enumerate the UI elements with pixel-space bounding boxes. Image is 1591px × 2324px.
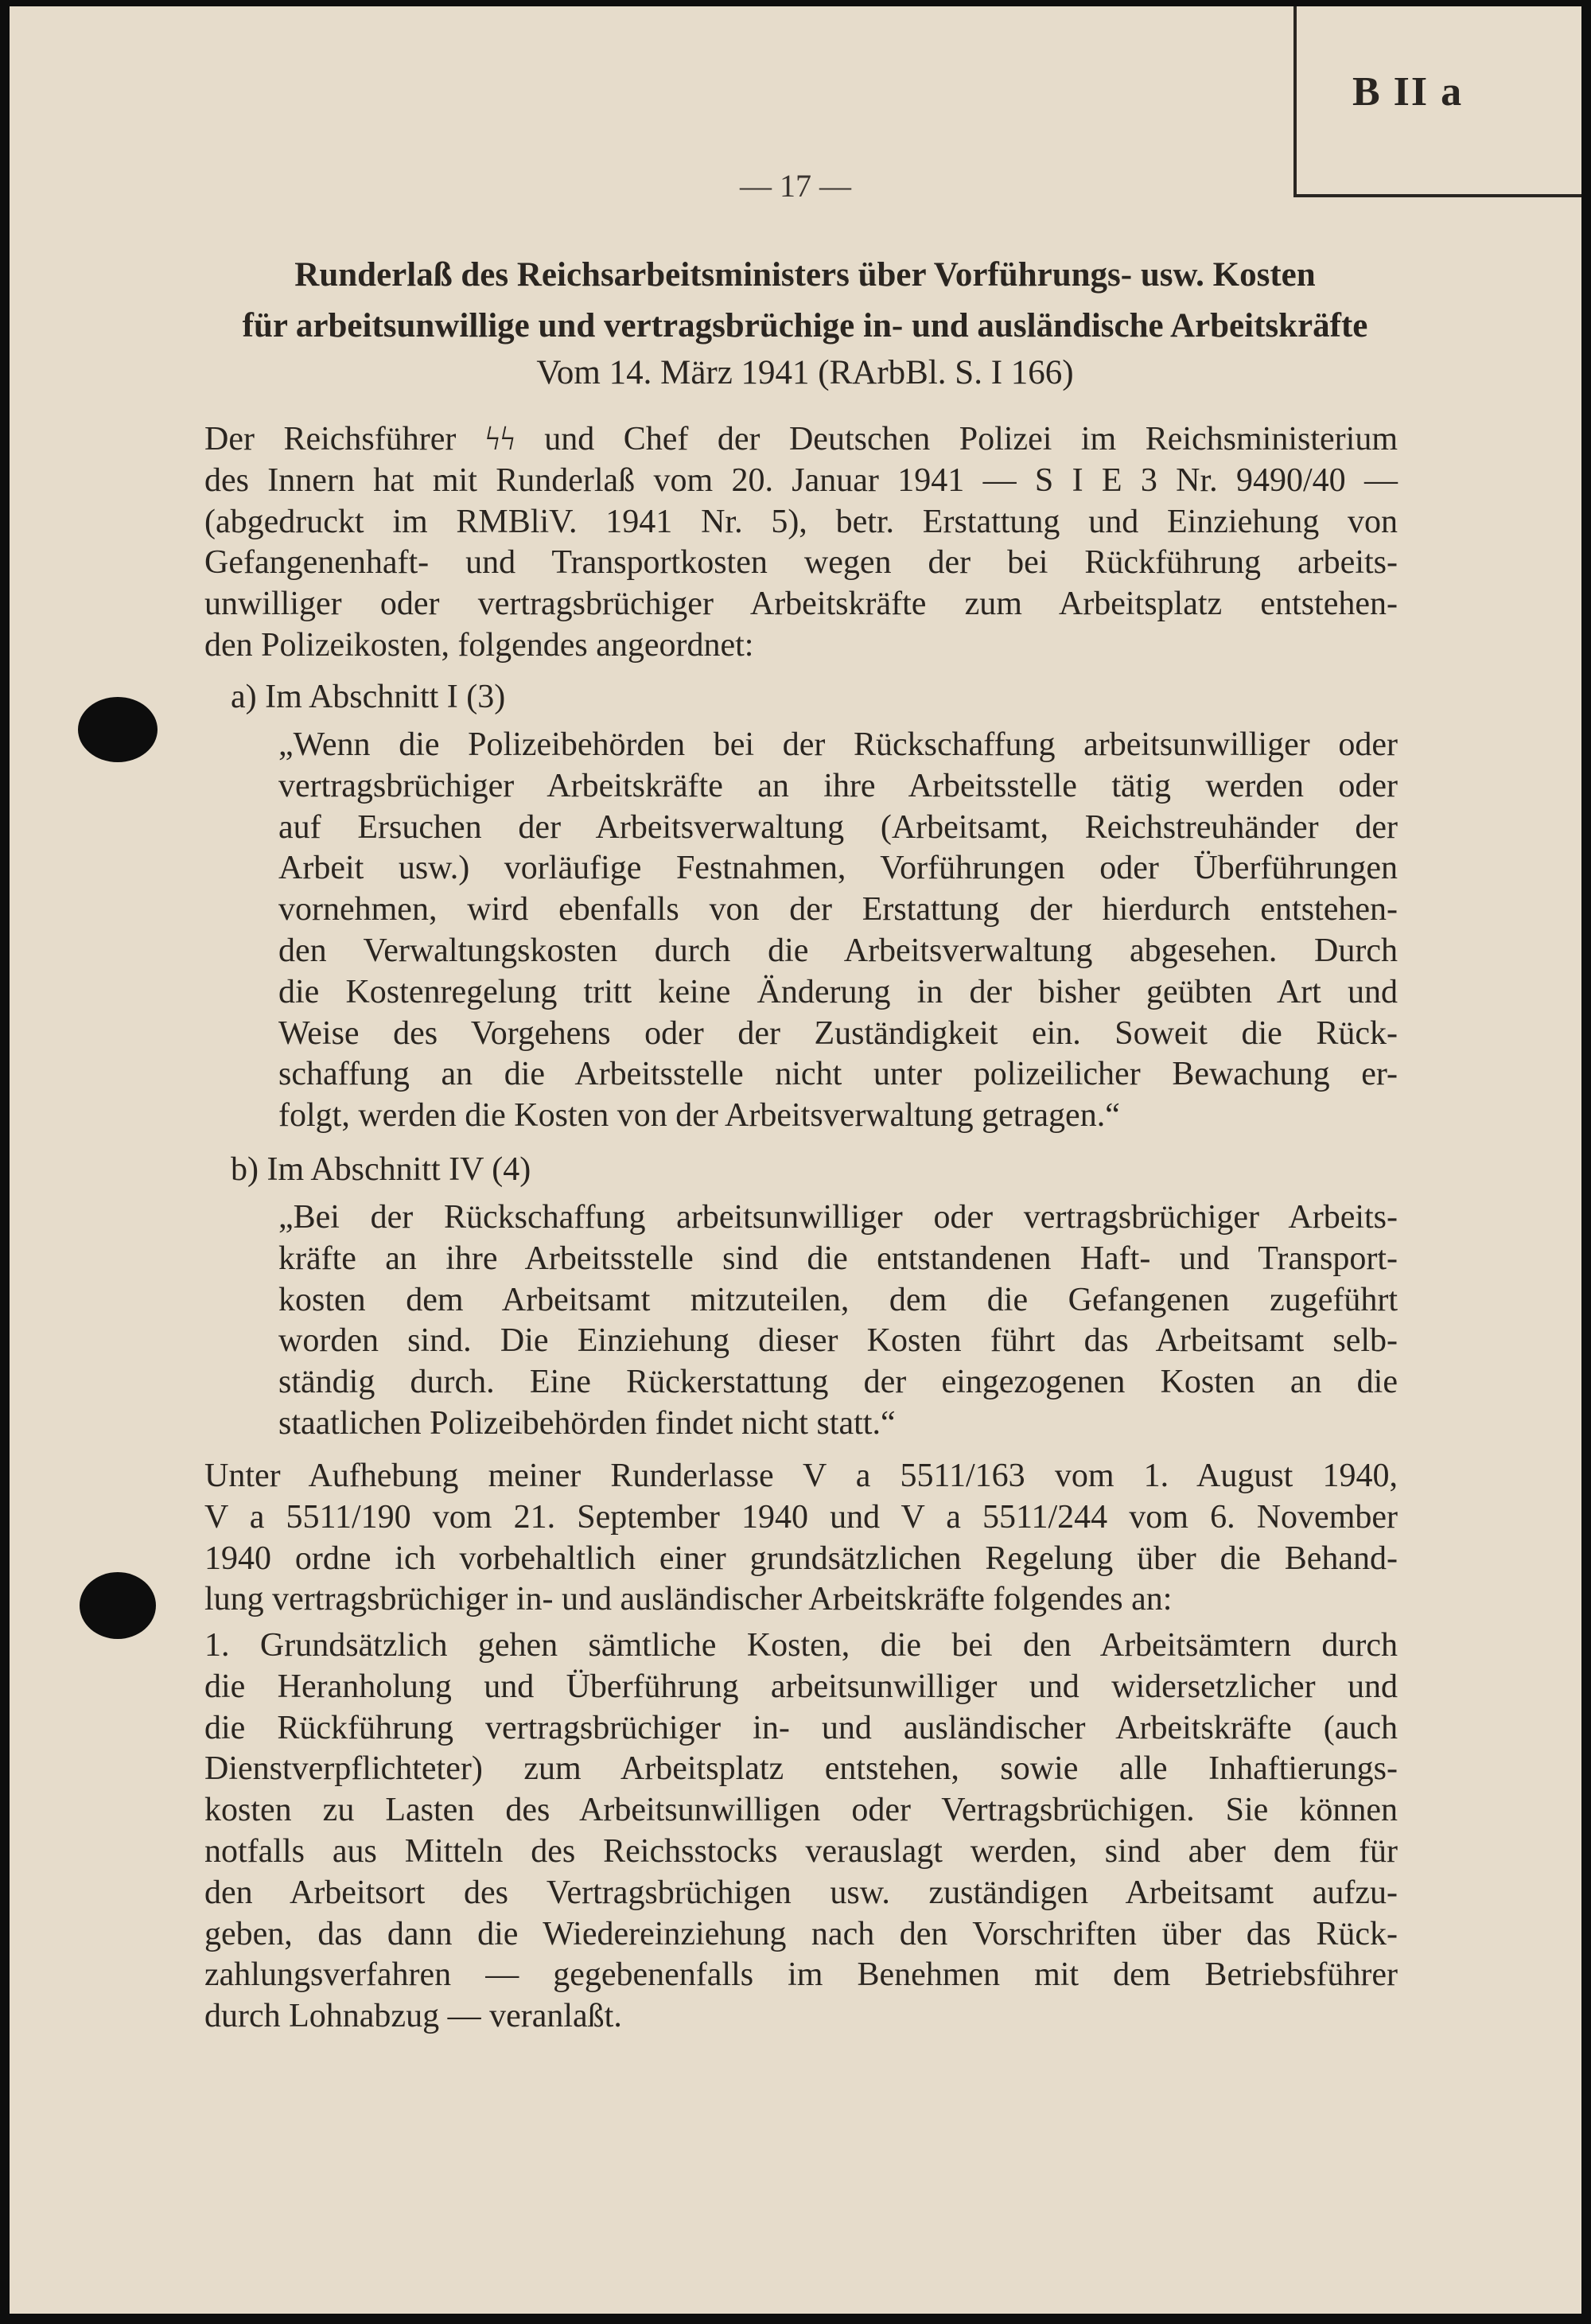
text-line: notfalls aus Mitteln des Reichsstocks verauslagt werden, sind aber dem für [204,1832,1398,1870]
title-line-2: für arbeitsunwillige und vertragsbrüchige in- und ausländische Arbeitskräfte [242,307,1368,345]
text-line: auf Ersuchen der Arbeitsverwaltung (Arbeitsamt, Reichstreuhänder der [278,808,1398,846]
title-date-line: Vom 14. März 1941 (RArbBl. S. I 166) [536,354,1074,391]
text-line: geben, das dann die Wiedereinziehung nach den Vorschriften über das Rück- [204,1915,1398,1952]
text-line: ständig durch. Eine Rückerstattung der eingezogenen Kosten an die [278,1364,1398,1401]
text-line: (abgedruckt im RMBliV. 1941 Nr. 5), betr. Erstattung und Einziehung von [204,503,1398,540]
text-line: Gefangenenhaft- und Transportkosten wegen der bei Rückführung arbeits- [204,544,1398,582]
item-a-label [231,677,1265,718]
text-line: schaffung an die Arbeitsstelle nicht unter polizeilicher Bewachung er- [278,1056,1398,1093]
text-line: Unter Aufhebung meiner Runderlasse V a 5511/163 vom 1. August 1940, [204,1458,1398,1494]
section-tab-label: B II a [1352,69,1464,115]
paragraph-repeal [204,1456,1398,1621]
text-line: durch Lohnabzug — veranlaßt. [204,1998,622,2035]
item-b-quote [278,1197,1398,1445]
text-line: V a 5511/190 vom 21. September 1940 und V a 5511/244 vom 6. November [204,1498,1398,1536]
title-line-1: Runderlaß des Reichsarbeitsministers über Vorführungs- usw. Kosten [294,256,1316,294]
text-line: zahlungsverfahren — gegebenenfalls im Benehmen mit dem Betriebsführer [204,1956,1398,1994]
text-line: „Wenn die Polizeibehörden bei der Rückschaffung arbeitsunwilliger oder [278,726,1398,763]
text-line: b) Im Abschnitt IV (4) [231,1151,531,1188]
text-line: die Rückführung vertragsbrüchiger in- und ausländischer Arbeitskräfte (auch [204,1709,1398,1746]
punch-hole-bottom [80,1572,156,1639]
paragraph-point-1 [204,1625,1398,2038]
text-line: die Heranholung und Überführung arbeitsunwilliger und widersetzlicher und [204,1668,1398,1705]
text-line: folgt, werden die Kosten von der Arbeitsverwaltung getragen.“ [278,1097,1120,1135]
document-page [10,6,1581,2314]
text-line: Dienstverpflichteter) zum Arbeitsplatz entstehen, sowie alle Inhaftierungs- [204,1750,1398,1788]
text-line: kosten dem Arbeitsamt mitzuteilen, dem die Gefangenen zugeführt [278,1281,1398,1318]
text-line: des Innern hat mit Runderlaß vom 20. Januar 1941 — S I E 3 Nr. 9490/40 — [204,461,1398,499]
text-line: vertragsbrüchiger Arbeitskräfte an ihre Arbeitsstelle tätig werden oder [278,767,1398,804]
text-line: lung vertragsbrüchiger in- und ausländischer Arbeitskräfte folgendes an: [204,1581,1173,1618]
punch-hole-top [78,697,158,762]
item-a-quote [278,725,1398,1137]
page-number: — 17 — [740,168,851,204]
text-line: kräfte an ihre Arbeitsstelle sind die entstandenen Haft- und Transport- [278,1240,1398,1277]
text-line: den Verwaltungskosten durch die Arbeitsverwaltung abgesehen. Durch [278,932,1398,969]
text-line: Weise des Vorgehens oder der Zuständigkeit ein. Soweit die Rück- [278,1014,1398,1052]
item-b-label [231,1150,1265,1191]
intro-paragraph [204,419,1398,667]
text-line: den Polizeikosten, folgendes angeordnet: [204,626,754,664]
text-line: 1940 ordne ich vorbehaltlich einer grundsätzlichen Regelung über die Behand- [204,1540,1398,1577]
document-title [200,250,1410,352]
text-line: a) Im Abschnitt I (3) [231,679,506,715]
text-line: „Bei der Rückschaffung arbeitsunwilliger oder vertragsbrüchiger Arbeits- [278,1199,1398,1236]
text-line: 1. Grundsätzlich gehen sämtliche Kosten, die bei den Arbeitsämtern durch [204,1627,1398,1664]
text-line: die Kostenregelung tritt keine Änderung in der bisher geübten Art und [278,973,1398,1010]
text-line: worden sind. Die Einziehung dieser Kosten führt das Arbeitsamt selb- [278,1322,1398,1360]
text-line: staatlichen Polizeibehörden findet nicht statt.“ [278,1404,896,1442]
text-line: Der Reichsführer ϟϟ und Chef der Deutschen Polizei im Reichsministerium [204,421,1398,457]
text-line: Arbeit usw.) vorläufige Festnahmen, Vorführungen oder Überführungen [278,850,1398,887]
text-line: den Arbeitsort des Vertragsbrüchigen usw. zuständigen Arbeitsamt aufzu- [204,1874,1398,1911]
text-line: kosten zu Lasten des Arbeitsunwilligen oder Vertragsbrüchigen. Sie können [204,1792,1398,1829]
text-line: unwilliger oder vertragsbrüchiger Arbeitskräfte zum Arbeitsplatz entstehen- [204,586,1398,623]
text-line: vornehmen, wird ebenfalls von der Erstattung der hierdurch entstehen- [278,891,1398,928]
